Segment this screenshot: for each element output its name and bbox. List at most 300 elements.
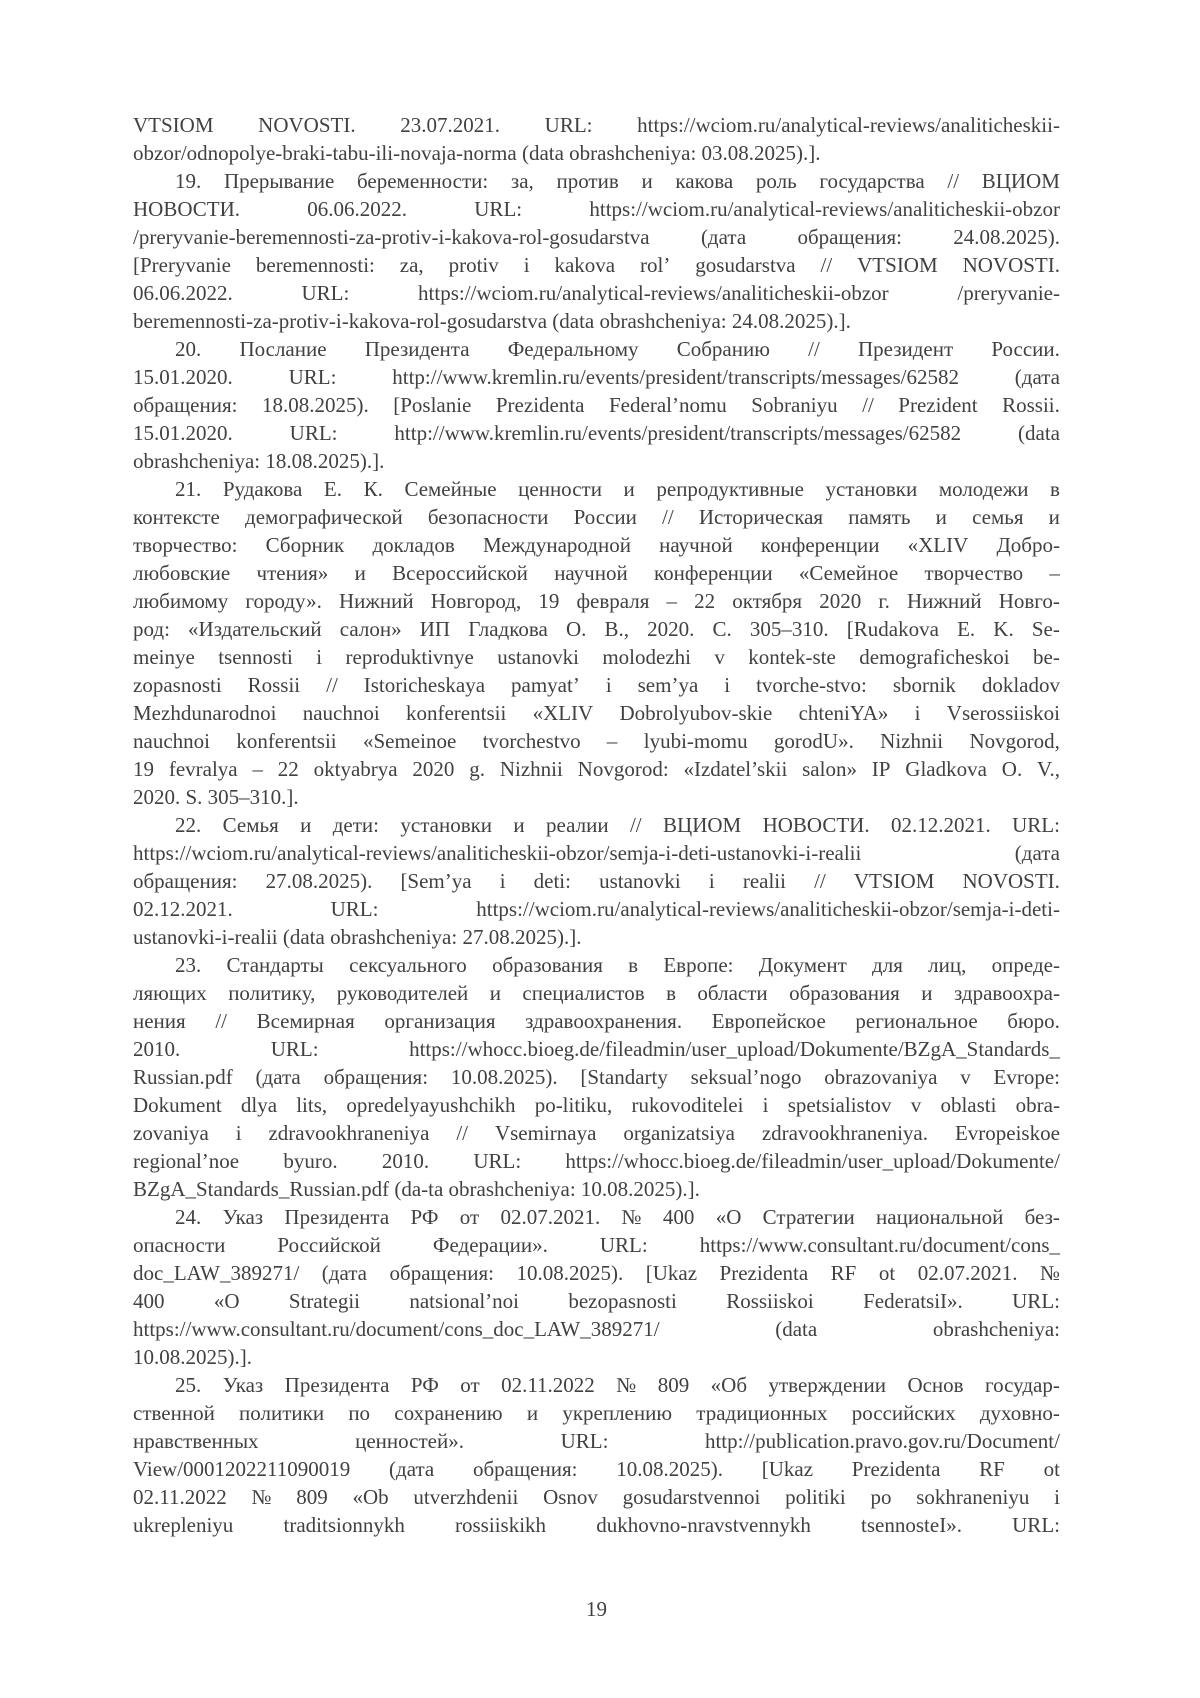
word: ВЦИОМ — [981, 169, 1060, 193]
word: Rossii — [247, 673, 301, 697]
word: View/0001202211090019 — [133, 1457, 351, 1481]
word: контексте — [133, 505, 220, 529]
word: – — [1049, 561, 1060, 585]
word: gorodU». — [773, 729, 854, 753]
word: Собранию — [676, 337, 770, 361]
word: i — [316, 645, 323, 669]
word: № — [1039, 1261, 1060, 1285]
word: Семейные — [404, 477, 497, 501]
word: Президента — [284, 1205, 390, 1229]
word: regional’noe — [133, 1149, 240, 1173]
word: обращения: — [389, 1261, 494, 1285]
word: ВЦИОМ — [663, 813, 742, 837]
word: образования — [789, 981, 900, 1005]
word: Президента — [284, 1373, 390, 1397]
word: региональное — [855, 1009, 978, 1033]
word: и — [513, 813, 525, 837]
word: za, — [399, 253, 424, 277]
word: какова — [675, 169, 734, 193]
word: gosudarstva — [695, 253, 796, 277]
word: укреплению — [562, 1401, 673, 1425]
word: опреде- — [991, 953, 1060, 977]
text-line — [133, 1399, 1060, 1427]
word: Стратегии — [762, 1205, 855, 1229]
word: роль — [755, 169, 797, 193]
word: // — [808, 337, 820, 361]
word: сохранению — [394, 1401, 503, 1425]
word: чтения» — [256, 561, 329, 585]
word: 305–310. — [749, 617, 829, 641]
word: дети: — [332, 813, 379, 837]
word: реалии — [546, 813, 609, 837]
text-line — [133, 1147, 1060, 1175]
text-line — [133, 643, 1060, 671]
word: https://wciom.ru/analytical-reviews/analiticheskii-obzor/semja-i-deti-ustanovki-i-realii — [133, 841, 862, 865]
word: Федерации». — [432, 1233, 548, 1257]
word: 18.08.2025). — [261, 393, 369, 417]
word: byuro. — [283, 1149, 338, 1173]
word: oktyabrya — [313, 757, 398, 781]
word: i — [235, 1121, 242, 1145]
text-line — [133, 587, 1060, 615]
text-line — [133, 1203, 1060, 1231]
text-line — [133, 1315, 1060, 1343]
word: URL: — [544, 113, 593, 137]
word: URL: — [560, 1429, 609, 1453]
word: kakova — [554, 253, 616, 277]
text-line — [133, 503, 1060, 531]
word: демографической — [245, 505, 403, 529]
word: URL: — [473, 1149, 522, 1173]
text-line — [133, 223, 1060, 251]
word: 02.12.2021. — [890, 813, 991, 837]
word: Европейское — [711, 1009, 826, 1033]
word: g. — [469, 757, 485, 781]
word: // — [820, 253, 833, 277]
word: 19 — [538, 589, 560, 613]
word: Историческая — [698, 505, 824, 529]
word: Нижний — [906, 589, 982, 613]
word: здравоохранения. — [525, 1009, 683, 1033]
word: обращения: — [797, 225, 902, 249]
word: нения — [133, 1009, 186, 1033]
text-line — [133, 1063, 1060, 1091]
text-line — [133, 195, 1060, 223]
word: (дата — [255, 1065, 301, 1089]
word: Vsemirnaya — [494, 1121, 597, 1145]
word: https://wciom.ru/analytical-reviews/analiticheskii-obzor — [418, 281, 889, 305]
word: и — [641, 169, 653, 193]
word: kontek-ste — [748, 645, 836, 669]
word: 25. — [175, 1373, 202, 1397]
word: обращения: — [473, 1457, 578, 1481]
word: Международной — [482, 533, 631, 557]
word: Стандарты — [226, 953, 324, 977]
word: https://wciom.ru/analytical-reviews/analiticheskii-obzor — [589, 197, 1060, 221]
text-line — [133, 1511, 1060, 1539]
text-line — [133, 111, 1060, 139]
word: Добро- — [996, 533, 1060, 557]
text-line — [133, 895, 1060, 923]
word: NOVOSTI. — [962, 253, 1060, 277]
word: URL: — [270, 1037, 319, 1061]
word: natsional’noi — [409, 1289, 520, 1313]
word: «О — [715, 1205, 742, 1229]
reference-paragraph — [133, 811, 1060, 951]
word: Е. — [323, 477, 342, 501]
text-line — [133, 1371, 1060, 1399]
word: (data — [775, 1317, 818, 1341]
word: URL: — [1012, 813, 1060, 837]
word: политику, — [228, 981, 316, 1005]
word: Федеральному — [507, 337, 639, 361]
word: РФ — [410, 1205, 439, 1229]
word: i — [724, 673, 731, 697]
word: городу». — [245, 589, 322, 613]
word: семья — [972, 505, 1024, 529]
word: rossiiskikh — [455, 1513, 547, 1537]
word: URL: — [599, 1233, 648, 1257]
text-line — [133, 615, 1060, 643]
word: 22 — [694, 589, 716, 613]
word: obra- — [1015, 1093, 1060, 1117]
word: Evrope: — [993, 1065, 1060, 1089]
word: i — [523, 253, 530, 277]
page-number: 19 — [586, 1597, 607, 1621]
word: обращения: — [133, 393, 238, 417]
word: 809 — [657, 1373, 690, 1397]
text-line — [133, 363, 1060, 391]
word: lyubi-momu — [643, 729, 748, 753]
word: Rossii. — [1002, 393, 1060, 417]
word: 10.08.2025). — [616, 1457, 723, 1481]
word: // — [662, 505, 674, 529]
word: и — [526, 1401, 539, 1425]
word: области — [697, 981, 768, 1005]
word: Dobrolyubov-skie — [619, 701, 773, 725]
word: обращения: — [133, 869, 238, 893]
word: [Rudakova — [846, 617, 939, 641]
word: 02.12.2021. — [133, 897, 233, 921]
word: /preryvanie- — [957, 281, 1060, 305]
word: FederatsiI». — [863, 1289, 963, 1313]
word: Новго- — [998, 589, 1060, 613]
word: России — [573, 505, 637, 529]
word: 2020 — [412, 757, 455, 781]
word: руководителей — [336, 981, 469, 1005]
text-line — [133, 475, 1060, 503]
word: сексуального — [349, 953, 467, 977]
word: http://www.kremlin.ru/events/president/transcripts/messages/62582 — [392, 365, 959, 389]
word: Президента — [364, 337, 470, 361]
word: http://www.kremlin.ru/events/president/transcripts/messages/62582 — [394, 421, 962, 445]
text-line — [133, 1231, 1060, 1259]
word: (дата — [1014, 365, 1060, 389]
word: 15.01.2020. — [133, 365, 233, 389]
word: pamyat’ — [511, 673, 580, 697]
word: ustanovki — [599, 869, 681, 893]
text-line — [133, 951, 1060, 979]
word: творчество: — [133, 533, 238, 557]
word: Evropeiskoe — [954, 1121, 1060, 1145]
word: ukrepleniyu — [133, 1513, 234, 1537]
word: и — [354, 561, 366, 585]
word: K. — [993, 617, 1014, 641]
word: Strategii — [288, 1289, 361, 1313]
word: deti: — [533, 869, 571, 893]
word: 06.06.2022. — [307, 197, 408, 221]
word: // — [215, 1009, 227, 1033]
word: октября — [732, 589, 803, 613]
word: obrashcheniya: — [932, 1317, 1060, 1341]
word: [Ukaz — [645, 1261, 698, 1285]
word: НОВОСТИ. — [762, 813, 870, 837]
word: konferentsii — [236, 729, 337, 753]
word: 10.08.2025). — [516, 1261, 624, 1285]
text-line — [133, 1007, 1060, 1035]
word: http://publication.pravo.gov.ru/Document/ — [704, 1429, 1060, 1453]
word: государства — [819, 169, 925, 193]
word: organizatsiya — [623, 1121, 735, 1145]
word: России. — [991, 337, 1060, 361]
word: i — [914, 701, 921, 725]
word: i — [605, 673, 612, 697]
word: и — [300, 813, 312, 837]
word: // — [456, 1121, 469, 1145]
word: v — [714, 645, 725, 669]
word: в — [628, 953, 639, 977]
word: 23.07.2021. — [400, 113, 500, 137]
word: репродуктивные — [656, 477, 804, 501]
word: be- — [1033, 645, 1060, 669]
word: традиционных — [696, 1401, 828, 1425]
word: докладов — [372, 533, 455, 557]
word: в — [666, 981, 676, 1005]
word: URL: — [301, 281, 350, 305]
word: ценностей». — [355, 1429, 464, 1453]
word: ИП — [419, 617, 451, 641]
word: и — [921, 981, 933, 1005]
word: от — [460, 1373, 480, 1397]
word: i — [762, 1093, 769, 1117]
word: ot — [1043, 1457, 1060, 1481]
word: nauchnoi — [302, 701, 380, 725]
text-line: obzor/odnopolye-braki-tabu-ili-novaja-norma (data obrashcheniya: 03.08.2025).]. — [133, 141, 821, 165]
word: 23. — [175, 953, 202, 977]
word: zopasnosti — [133, 673, 222, 697]
word: /preryvanie-beremennosti-za-protiv-i-kakova-rol-gosudarstva — [133, 225, 650, 249]
word: URL: — [289, 421, 338, 445]
word: // — [814, 869, 826, 893]
text-line — [133, 671, 1060, 699]
word: 809 — [296, 1485, 328, 1509]
text-line — [133, 1035, 1060, 1063]
word: dukhovno-nravstvennykh — [596, 1513, 811, 1537]
word: безопасности — [427, 505, 549, 529]
word: и — [623, 477, 635, 501]
word: – — [252, 757, 263, 781]
word: Mezhdunarodnoi — [133, 701, 277, 725]
text-line — [133, 1091, 1060, 1119]
word: беременности: — [356, 169, 489, 193]
word: Federal’nomu — [609, 393, 727, 417]
word: // — [326, 673, 338, 697]
word: O. — [1001, 757, 1023, 781]
word: i — [708, 869, 715, 893]
word: для — [872, 953, 903, 977]
word: Рудакова — [222, 477, 303, 501]
word: «Издательский — [188, 617, 322, 641]
word: 20. — [175, 337, 202, 361]
word: любимому — [133, 589, 229, 613]
word: 24. — [175, 1205, 202, 1229]
word: // — [947, 169, 960, 193]
word: URL: — [288, 365, 337, 389]
word: i — [499, 869, 506, 893]
text-line — [133, 867, 1060, 895]
word: «XLIV — [532, 701, 594, 725]
word: Dokument — [133, 1093, 222, 1117]
word: лиц, — [928, 953, 967, 977]
word: организация — [384, 1009, 496, 1033]
word: Novgorod, — [969, 729, 1060, 753]
word: память — [848, 505, 911, 529]
word: НОВОСТИ. — [133, 197, 241, 221]
word: Европе: — [663, 953, 734, 977]
word: против — [556, 169, 619, 193]
word: Гладкова — [468, 617, 548, 641]
word: v — [960, 1065, 971, 1089]
word: NOVOSTI. — [962, 869, 1060, 893]
word: Prezident — [898, 393, 978, 417]
word: RF — [979, 1457, 1005, 1481]
word: г. — [878, 589, 890, 613]
word: 2020 — [819, 589, 862, 613]
word: https://www.consultant.ru/document/cons_ — [699, 1233, 1060, 1257]
word: Указ — [222, 1205, 264, 1229]
text-line — [133, 1287, 1060, 1315]
text-line: 2020. S. 305–310.]. — [133, 785, 299, 809]
word: sokhraneniyu — [916, 1485, 1030, 1509]
word: «O — [213, 1289, 240, 1313]
word: О. — [565, 617, 587, 641]
text-line — [133, 167, 1060, 195]
word: molodezhi — [602, 645, 691, 669]
word: Нижний — [338, 589, 414, 613]
word: ственной — [133, 1401, 215, 1425]
reference-paragraph — [133, 111, 1060, 167]
reference-paragraph — [133, 951, 1060, 1203]
word: bezopasnosti — [568, 1289, 677, 1313]
word: творчество — [924, 561, 1024, 585]
word: rukovoditelei — [631, 1093, 744, 1117]
word: (data — [1018, 421, 1060, 445]
word: Президент — [857, 337, 954, 361]
word: obrazovaniya — [824, 1065, 938, 1089]
word: i — [1054, 1485, 1060, 1509]
word: zdravookhraneniya. — [761, 1121, 929, 1145]
word: Семья — [222, 813, 279, 837]
word: tvorche-stvo: — [756, 673, 867, 697]
text-line — [133, 1119, 1060, 1147]
word: 02.07.2021. — [917, 1261, 1018, 1285]
word: VTSIOM — [133, 113, 214, 137]
reference-paragraph — [133, 167, 1060, 335]
word: Российской — [277, 1233, 381, 1257]
word: ustanovki — [497, 645, 579, 669]
word: научной — [554, 561, 628, 585]
reference-paragraph — [133, 335, 1060, 475]
word: meinye — [133, 645, 195, 669]
word: Сборник — [265, 533, 345, 557]
word: Послание — [239, 337, 327, 361]
word: 2020. — [647, 617, 695, 641]
word: lits, — [296, 1093, 328, 1117]
word: опасности — [133, 1233, 226, 1257]
word: ot — [878, 1261, 896, 1285]
word: февраля — [576, 589, 650, 613]
word: № — [621, 1205, 642, 1229]
word: специалистов — [522, 981, 645, 1005]
text-line: BZgA_Standards_Russian.pdf (da-ta obrashcheniya: 10.08.2025).]. — [133, 1177, 700, 1201]
text-line: 10.08.2025).]. — [133, 1345, 252, 1369]
text-line — [133, 531, 1060, 559]
word: v — [910, 1093, 922, 1117]
word: [Sem’ya — [400, 869, 472, 893]
word: oblasti — [940, 1093, 997, 1117]
word: Всемирная — [256, 1009, 355, 1033]
word: sem’ya — [637, 673, 699, 697]
word: konferentsii — [405, 701, 507, 725]
word: К. — [363, 477, 383, 501]
word: po-litiku, — [534, 1093, 613, 1117]
word: salon» — [802, 757, 857, 781]
word: государ- — [985, 1373, 1060, 1397]
word: 06.06.2022. — [133, 281, 233, 305]
word: 21. — [175, 477, 202, 501]
word: в — [1050, 477, 1060, 501]
word: chteniYA» — [798, 701, 889, 725]
word: (дата — [389, 1457, 435, 1481]
word: URL: — [330, 897, 379, 921]
word: dokladov — [981, 673, 1060, 697]
word: realii — [742, 869, 786, 893]
word: opredelyayushchikh — [346, 1093, 516, 1117]
text-line — [133, 1483, 1060, 1511]
word: – — [606, 729, 618, 753]
word: без- — [1024, 1205, 1060, 1229]
word: doc_LAW_389271/ — [133, 1261, 300, 1285]
word: «Ob — [352, 1485, 389, 1509]
word: и — [489, 981, 501, 1005]
word: любовские — [133, 561, 231, 585]
word: научной — [659, 533, 733, 557]
word: 400 — [662, 1205, 695, 1229]
word: Документ — [758, 953, 847, 977]
word: род: — [133, 617, 170, 641]
text-line — [133, 811, 1060, 839]
word: Nizhnii — [499, 757, 563, 781]
word: 27.08.2025). — [265, 869, 373, 893]
word: Prezidenta — [719, 1261, 809, 1285]
text-line — [133, 1455, 1060, 1483]
word: 19 — [133, 757, 154, 781]
text-line — [133, 251, 1060, 279]
text-line — [133, 391, 1060, 419]
word: и — [1048, 505, 1060, 529]
text-line — [133, 1427, 1060, 1455]
word: 10.08.2025). — [450, 1065, 558, 1089]
